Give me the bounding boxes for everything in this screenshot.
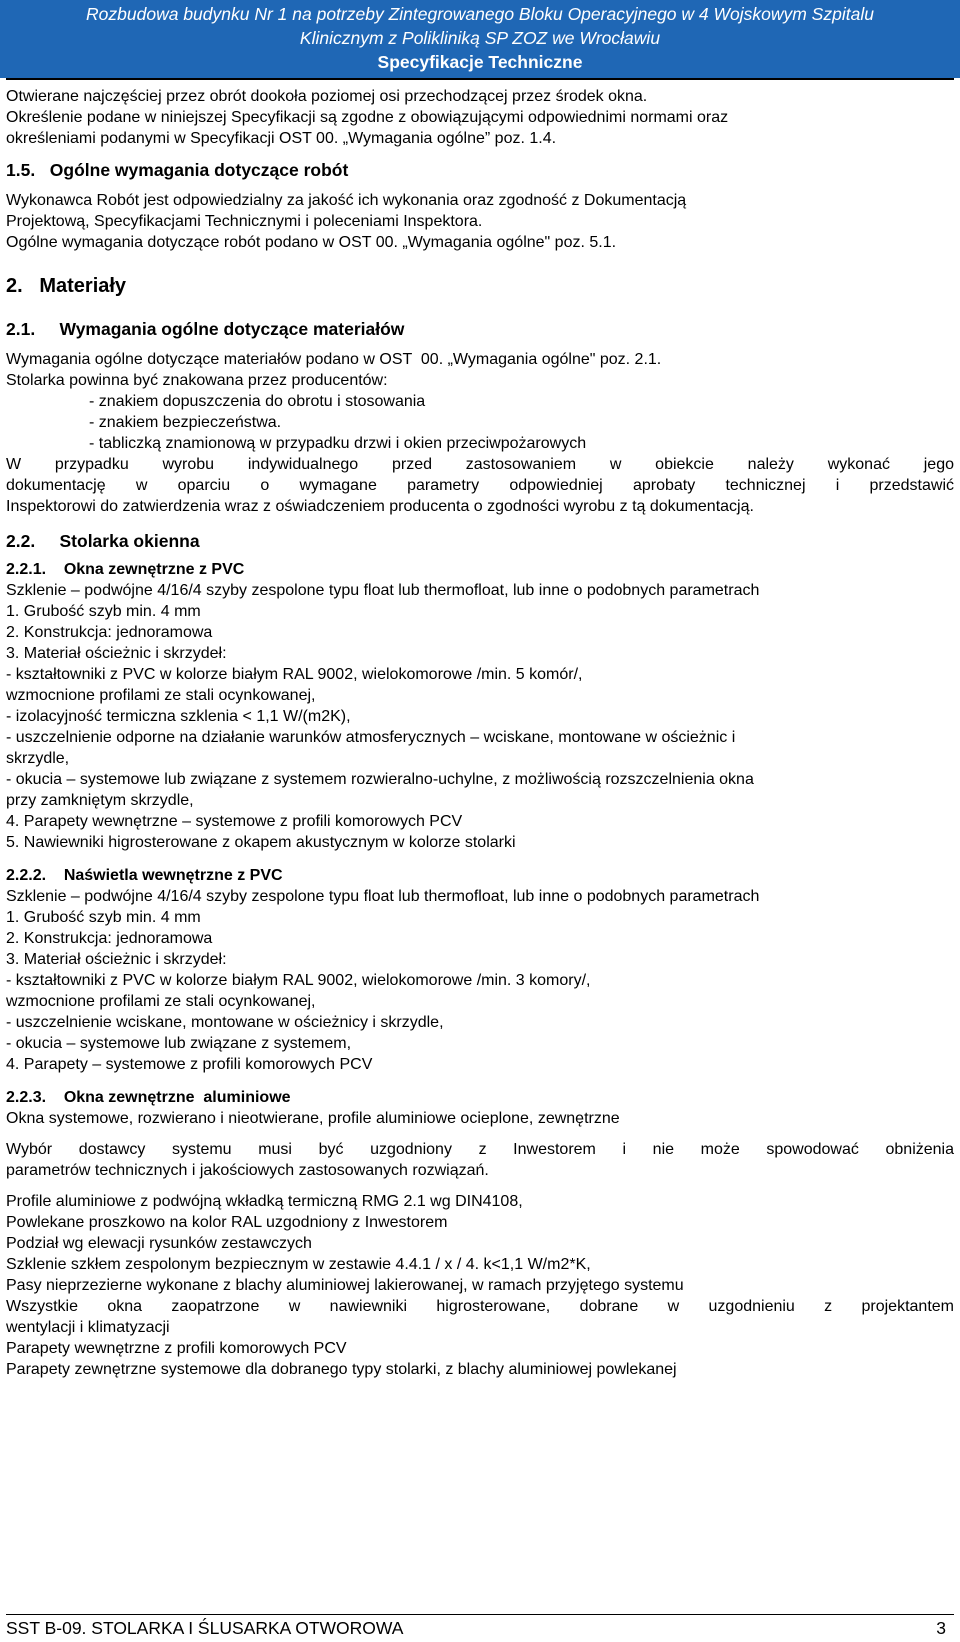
spec-line: przy zamkniętym skrzydle, xyxy=(6,792,194,809)
paragraph-line: Wymagania ogólne dotyczące materiałów podano w OST 00. „Wymagania ogólne" poz. 2.1. xyxy=(6,351,662,368)
paragraph-line: dokumentację w oparciu o wymagane parametry odpowiedniej aprobaty technicznej i przedstawić xyxy=(6,477,954,494)
spec-line: 5. Nawiewniki higrosterowane z okapem akustycznym w kolorze stolarki xyxy=(6,834,516,851)
footer-document-title: SST B-09. STOLARKA I ŚLUSARKA OTWOROWA xyxy=(6,1618,404,1638)
document-body xyxy=(6,80,954,1380)
section-1-5-heading: 1.5. Ogólne wymagania dotyczące robót xyxy=(6,160,349,180)
spec-line: wzmocnione profilami ze stali ocynkowanej, xyxy=(6,687,316,704)
document-footer xyxy=(6,1618,946,1639)
spec-line: skrzydle, xyxy=(6,750,70,767)
spec-line: Wybór dostawcy systemu musi być uzgodniony z Inwestorem i nie może spowodować obniżenia xyxy=(6,1141,954,1158)
spec-line: 4. Parapety – systemowe z profili komorowych PCV xyxy=(6,1056,373,1073)
header-title-line-2: Klinicznym z Polikliniką SP ZOZ we Wrocławiu xyxy=(299,28,661,48)
spec-line: Profile aluminiowe z podwójną wkładką termiczną RMG 2.1 wg DIN4108, xyxy=(6,1193,523,1210)
section-2-2-2-heading: 2.2.2. Naświetla wewnętrzne z PVC xyxy=(6,867,283,884)
section-2-2-1-body xyxy=(6,580,954,853)
paragraph-line: Projektową, Specyfikacjami Technicznymi i poleceniami Inspektora. xyxy=(6,213,483,230)
spec-line: Parapety zewnętrzne systemowe dla dobranego typy stolarki, z blachy aluminiowej powlekanej xyxy=(6,1361,677,1378)
intro-line: określeniami podanymi w Specyfikacji OST 00. „Wymagania ogólne” poz. 1.4. xyxy=(6,130,557,147)
spec-line: wzmocnione profilami ze stali ocynkowanej, xyxy=(6,993,316,1010)
section-2-2-heading: 2.2. Stolarka okienna xyxy=(6,531,200,551)
header-title-line-1: Rozbudowa budynku Nr 1 na potrzeby Zintegrowanego Bloku Operacyjnego w 4 Wojskowym Szpitalu xyxy=(86,4,874,24)
spec-line: Szklenie – podwójne 4/16/4 szyby zespolone typu float lub thermofloat, lub inne o podobnych parametrach xyxy=(6,582,760,599)
spec-line: - kształtowniki z PVC w kolorze białym RAL 9002, wielokomorowe /min. 5 komór/, xyxy=(6,666,583,683)
intro-line: Określenie podane w niniejszej Specyfikacji są zgodne z obowiązującymi odpowiednimi normami oraz xyxy=(6,109,729,126)
header-subtitle: Specyfikacje Techniczne xyxy=(377,52,583,72)
section-2-2-2-body xyxy=(6,886,954,1075)
spec-line: - okucia – systemowe lub związane z systemem rozwieralno-uchylne, z możliwością rozszczelnienia okna xyxy=(6,771,754,788)
spec-line: wentylacji i klimatyzacji xyxy=(6,1319,170,1336)
spec-line: - izolacyjność termiczna szklenia < 1,1 W/(m2K), xyxy=(6,708,351,725)
spec-line: 1. Grubość szyb min. 4 mm xyxy=(6,603,201,620)
spec-line: 1. Grubość szyb min. 4 mm xyxy=(6,909,201,926)
section-2-1-heading: 2.1. Wymagania ogólne dotyczące materiałów xyxy=(6,319,405,339)
spec-line: Pasy nieprzezierne wykonane z blachy aluminiowej lakierowanej, w ramach przyjętego systemu xyxy=(6,1277,684,1294)
spec-line: Wszystkie okna zaopatrzone w nawiewniki higrosterowane, dobrane w uzgodnieniu z projektantem xyxy=(6,1298,954,1315)
paragraph-line: Ogólne wymagania dotyczące robót podano w OST 00. „Wymagania ogólne" poz. 5.1. xyxy=(6,234,617,251)
spec-line: - okucia – systemowe lub związane z systemem, xyxy=(6,1035,352,1052)
intro-line: Otwierane najczęściej przez obrót dookoła poziomej osi przechodzącej przez środek okna. xyxy=(6,88,648,105)
spec-line: - kształtowniki z PVC w kolorze białym RAL 9002, wielokomorowe /min. 3 komory/, xyxy=(6,972,591,989)
spec-line: Szklenie szkłem zespolonym bezpiecznym w zestawie 4.4.1 / x / 4. k<1,1 W/m2*K, xyxy=(6,1256,591,1273)
spec-line: - uszczelnienie odporne na działanie warunków atmosferycznych – wciskane, montowane w ościeżnic i xyxy=(6,729,736,746)
paragraph-line: Stolarka powinna być znakowana przez producentów: xyxy=(6,372,388,389)
spec-line: Parapety wewnętrzne z profili komorowych PCV xyxy=(6,1340,347,1357)
spec-line: 4. Parapety wewnętrzne – systemowe z profili komorowych PCV xyxy=(6,813,463,830)
spec-line: 2. Konstrukcja: jednoramowa xyxy=(6,624,213,641)
section-2-2-1-heading: 2.2.1. Okna zewnętrzne z PVC xyxy=(6,561,245,578)
paragraph-line: Inspektorowi do zatwierdzenia wraz z oświadczeniem producenta o zgodności wyrobu z tą dokumentacją. xyxy=(6,498,754,515)
paragraph-line: Wykonawca Robót jest odpowiedzialny za jakość ich wykonania oraz zgodność z Dokumentacją xyxy=(6,192,687,209)
spec-line: 2. Konstrukcja: jednoramowa xyxy=(6,930,213,947)
spec-line: - uszczelnienie wciskane, montowane w ościeżnicy i skrzydle, xyxy=(6,1014,444,1031)
section-2-heading: 2. Materiały xyxy=(6,275,127,297)
document-header xyxy=(0,0,960,78)
spec-line: 3. Materiał ościeżnic i skrzydeł: xyxy=(6,951,227,968)
spec-line: Szklenie – podwójne 4/16/4 szyby zespolone typu float lub thermofloat, lub inne o podobnych parametrach xyxy=(6,888,760,905)
bullet-item: - tabliczką znamionową w przypadku drzwi i okien przeciwpożarowych xyxy=(89,435,587,452)
bullet-item: - znakiem dopuszczenia do obrotu i stosowania xyxy=(89,393,426,410)
section-2-2-3-heading: 2.2.3. Okna zewnętrzne aluminiowe xyxy=(6,1089,291,1106)
paragraph-line: W przypadku wyrobu indywidualnego przed zastosowaniem w obiekcie należy wykonać jego xyxy=(6,456,954,473)
spec-line: Podział wg elewacji rysunków zestawczych xyxy=(6,1235,312,1252)
bullet-item: - znakiem bezpieczeństwa. xyxy=(89,414,282,431)
page-number: 3 xyxy=(936,1618,946,1638)
spec-line: Okna systemowe, rozwierano i nieotwierane, profile aluminiowe ocieplone, zewnętrzne xyxy=(6,1110,620,1127)
spec-line: 3. Materiał ościeżnic i skrzydeł: xyxy=(6,645,227,662)
footer-divider xyxy=(6,1614,954,1615)
spec-line: Powlekane proszkowo na kolor RAL uzgodniony z Inwestorem xyxy=(6,1214,448,1231)
spec-line: parametrów technicznych i jakościowych zastosowanych rozwiązań. xyxy=(6,1162,489,1179)
